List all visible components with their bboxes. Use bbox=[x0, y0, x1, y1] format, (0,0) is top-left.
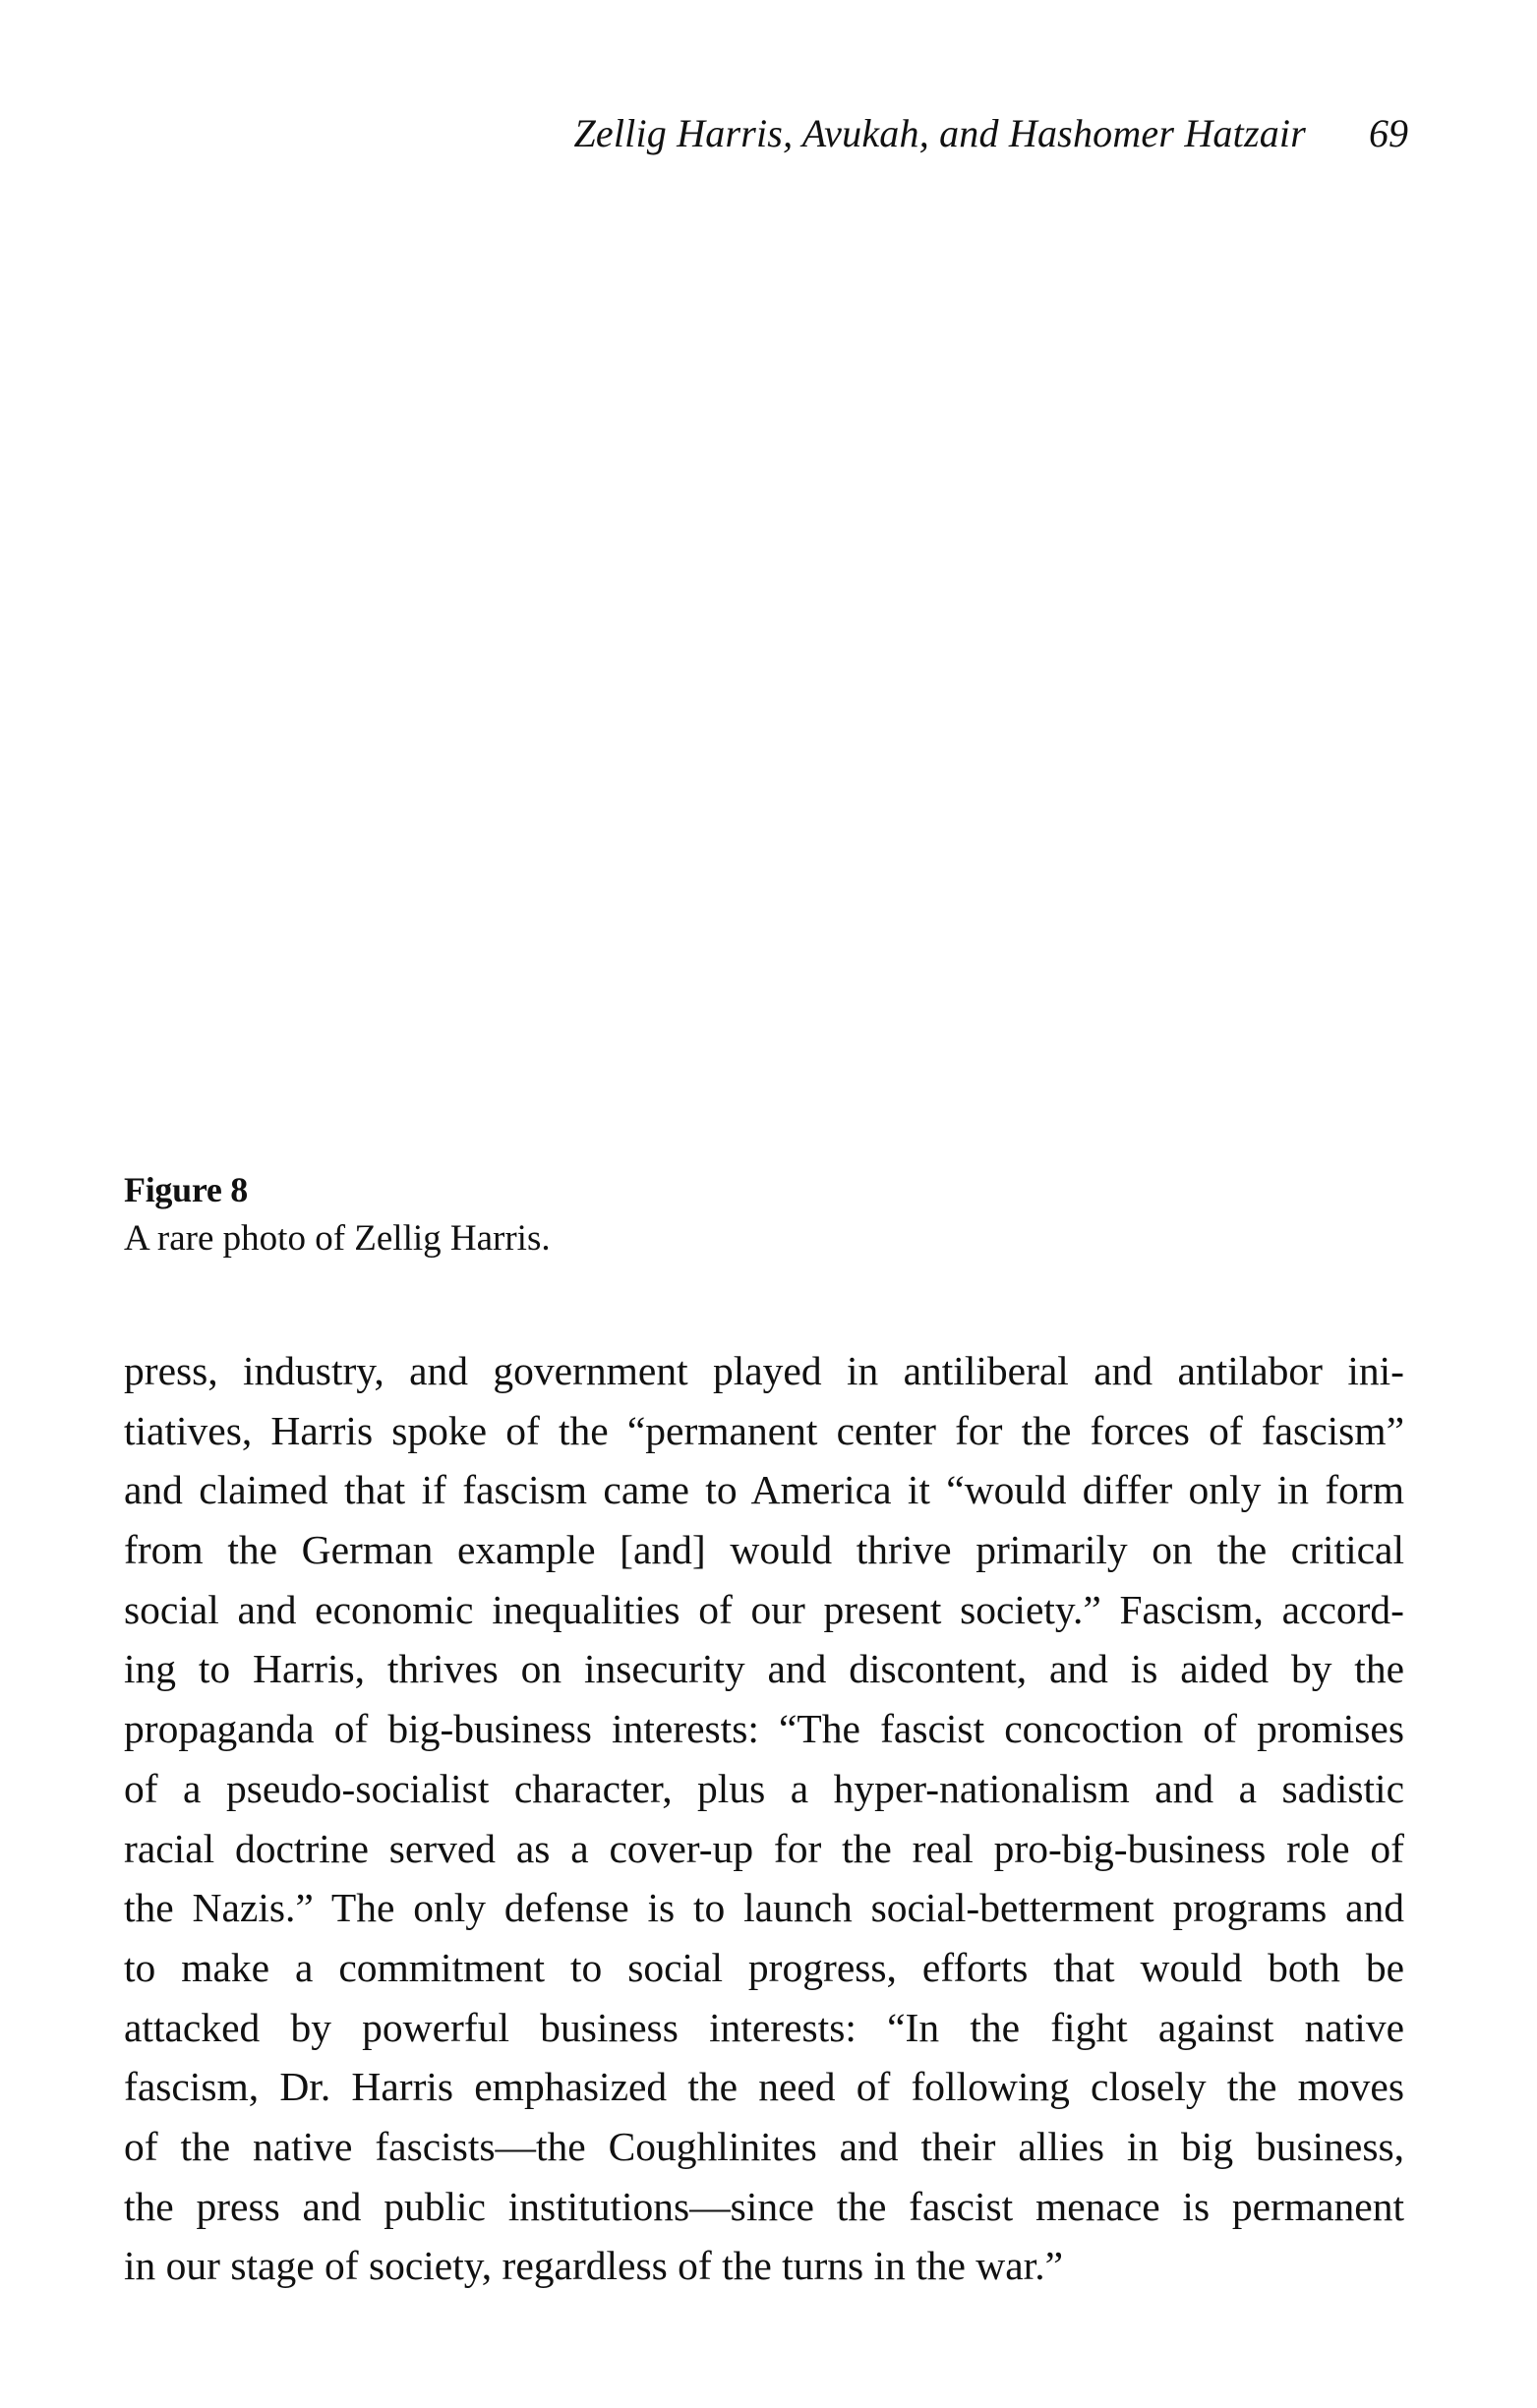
figure-image-area bbox=[124, 197, 1402, 1150]
text-line: from the German example [and] would thrive primarily on the critical bbox=[124, 1527, 1404, 1573]
text-line: the press and public institutions—since the fascist menace is permanent bbox=[124, 2183, 1404, 2229]
text-line: and claimed that if fascism came to America it “would differ only in form bbox=[124, 1467, 1404, 1513]
text-line: racial doctrine served as a cover-up for the real pro-big-business role of bbox=[124, 1825, 1404, 1871]
text-line: ing to Harris, thrives on insecurity and discontent, and is aided by the bbox=[124, 1646, 1404, 1692]
figure-description: A rare photo of Zellig Harris. bbox=[124, 1218, 551, 1259]
page-number: 69 bbox=[1369, 111, 1408, 155]
body-text bbox=[124, 1341, 1404, 2296]
text-line: attacked by powerful business interests: “In the fight against native bbox=[124, 2004, 1404, 2050]
text-line: press, industry, and government played in antiliberal and antilabor ini- bbox=[124, 1348, 1404, 1393]
text-line: of the native fascists—the Coughlinites and their allies in big business, bbox=[124, 2123, 1404, 2169]
text-line: propaganda of big-business interests: “The fascist concoction of promises bbox=[124, 1706, 1404, 1752]
text-line: in our stage of society, regardless of the turns in the war.” bbox=[124, 2243, 1063, 2289]
text-line: to make a commitment to social progress, efforts that would both be bbox=[124, 1944, 1404, 1990]
text-line: the Nazis.” The only defense is to launch social-betterment programs and bbox=[124, 1885, 1404, 1931]
running-title: Zellig Harris, Avukah, and Hashomer Hatzair bbox=[573, 111, 1306, 155]
text-line: of a pseudo-socialist character, plus a hyper-nationalism and a sadistic bbox=[124, 1765, 1404, 1811]
figure-label: Figure 8 bbox=[124, 1170, 248, 1209]
text-line: social and economic inequalities of our present society.” Fascism, accord- bbox=[124, 1586, 1404, 1632]
text-line: tiatives, Harris spoke of the “permanent center for the forces of fascism” bbox=[124, 1407, 1404, 1453]
text-line: fascism, Dr. Harris emphasized the need of following closely the moves bbox=[124, 2064, 1404, 2110]
running-head bbox=[118, 110, 1408, 169]
figure-caption bbox=[124, 1165, 1402, 1263]
